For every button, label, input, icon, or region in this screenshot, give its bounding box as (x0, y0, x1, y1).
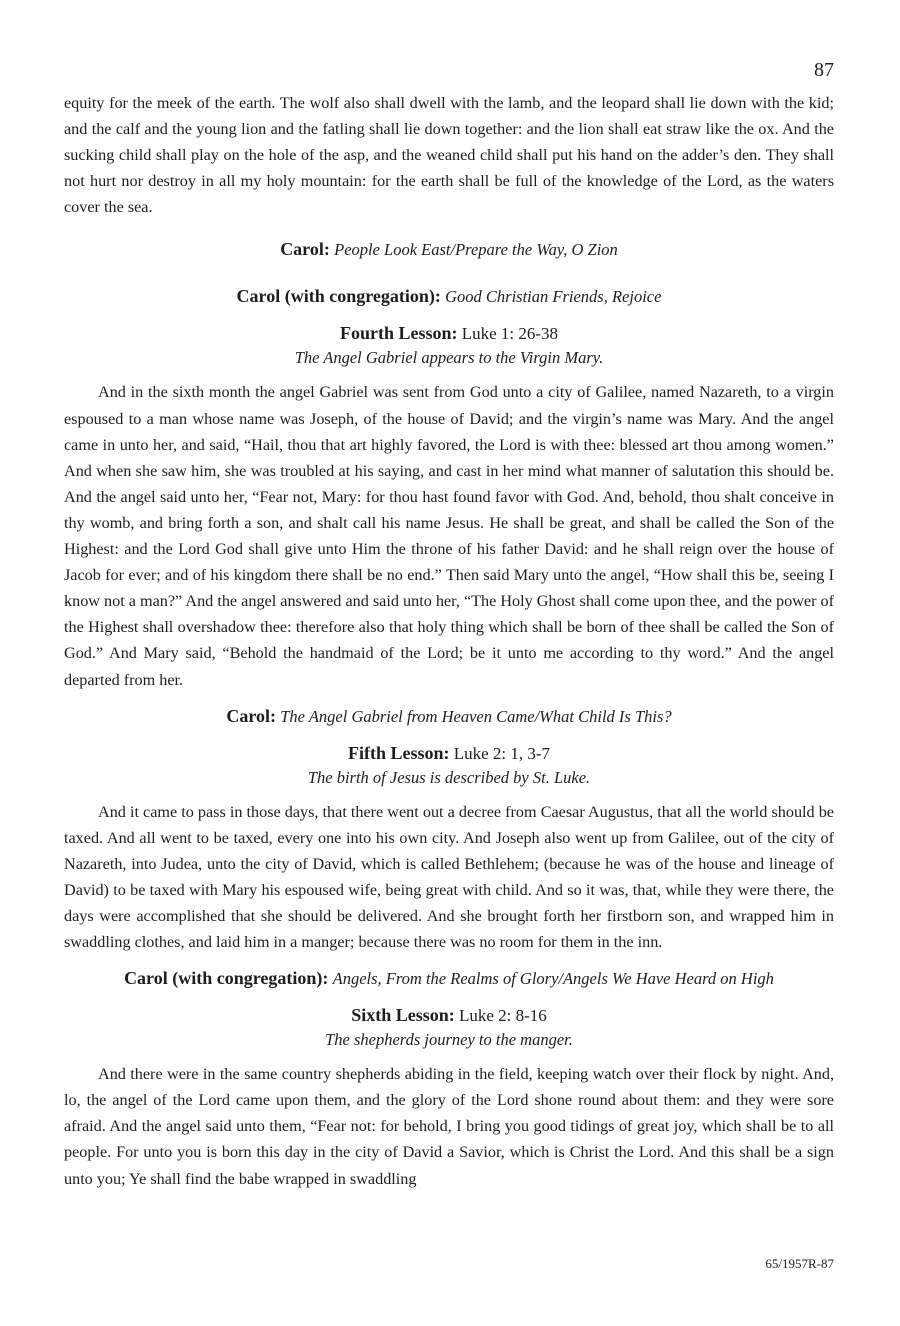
page-number: 87 (814, 59, 834, 81)
lesson-label: Sixth Lesson: (351, 1005, 455, 1026)
lesson-reference: Luke 1: 26-38 (461, 324, 559, 344)
carol-label: Carol: (280, 239, 330, 260)
carol-title: Good Christian Friends, Rejoice (445, 287, 662, 307)
carol-title: Angels, From the Realms of Glory/Angels We Have Heard on High (332, 969, 774, 989)
lesson-4-heading (64, 322, 834, 345)
lesson-4-text: And in the sixth month the angel Gabriel was sent from God unto a city of Galilee, named Nazareth, to a virgin espoused to a man whose name was Joseph, of the house of David; and the virgin’s name was Mary. And the angel came in unto her, and said, “Hail, thou that art highly favored, the Lord is with thee: blessed art thou among women.” And when she saw him, she was troubled at his saying, and cast in her mind what manner of salutation this should be. And the angel said unto her, “Fear not, Mary: for thou hast found favor with God. And, behold, thou shalt conceive in thy womb, and bring forth a son, and shalt call his name Jesus. He shall be great, and shall be called the Son of the Highest: and the Lord God shall give unto Him the throne of his father David: and he shall reign over the house of Jacob for ever; and of his kingdom there shall be no end.” Then said Mary unto the angel, “How shall this be, seeing I know not a man?” And the angel answered and said unto her, “The Holy Ghost shall come upon thee, and the power of the Highest shall overshadow thee: therefore also that holy thing which shall be born of thee shall be called the Son of God.” And Mary said, “Behold the handmaid of the Lord; be it unto me according to thy word.” And the angel departed from her. (64, 383, 834, 689)
lesson-5-text: And it came to pass in those days, that there went out a decree from Caesar Augustus, that all the world should be taxed. And all went to be taxed, every one into his own city. And Joseph also went up from Galilee, out of the city of Nazareth, into Judea, unto the city of David, which is called Bethlehem; (because he was of the house and lineage of David) to be taxed with Mary his espoused wife, being great with child. And so it was, that, while they were there, the days were accomplished that she should be delivered. And she brought forth her firstborn son, and wrapped him in swaddling clothes, and laid him in a manger; because there was no room for them in the inn. (64, 802, 834, 952)
lesson-6-heading (64, 1004, 834, 1027)
carol-3 (64, 705, 834, 728)
lesson-label: Fourth Lesson: (339, 323, 458, 344)
page-content (64, 90, 834, 1192)
carol-label: Carol (with congregation): (236, 286, 441, 307)
opening-passage: equity for the meek of the earth. The wolf also shall dwell with the lamb, and the leopard shall lie down with the kid; and the calf and the young lion and the fatling shall lie down together: and the lion shall eat straw like the ox. And the sucking child shall play on the hole of the asp, and the weaned child shall put his hand on the adder’s den. They shall not hurt nor destroy in all my holy mountain: for the earth shall be full of the knowledge of the Lord, as the waters cover the sea. (64, 94, 834, 217)
carol-4 (64, 967, 834, 990)
lesson-4-subtitle: The Angel Gabriel appears to the Virgin Mary. (294, 348, 604, 368)
lesson-6-text: And there were in the same country shepherds abiding in the field, keeping watch over their flock by night. And, lo, the angel of the Lord came upon them, and the glory of the Lord shone round about them: and they were sore afraid. And the angel said unto them, “Fear not: for behold, I bring you good tidings of great joy, which shall be to all people. For unto you is born this day in the city of David a Savior, which is Christ the Lord. And this shall be a sign unto you; Ye shall find the babe wrapped in swaddling (64, 1065, 834, 1188)
carol-label: Carol (with congregation): (124, 968, 329, 989)
lesson-6-subtitle: The shepherds journey to the manger. (325, 1030, 573, 1050)
footer-code: 65/1957R-87 (765, 1256, 834, 1271)
carol-2 (64, 285, 834, 308)
carol-title: The Angel Gabriel from Heaven Came/What Child Is This? (280, 706, 672, 726)
lesson-reference: Luke 2: 1, 3-7 (453, 743, 551, 763)
lesson-5-subtitle: The birth of Jesus is described by St. Luke. (307, 767, 591, 787)
carol-label: Carol: (226, 705, 276, 726)
carol-1 (64, 238, 834, 261)
lesson-5-heading (64, 742, 834, 765)
lesson-reference: Luke 2: 8-16 (458, 1006, 547, 1026)
carol-title: People Look East/Prepare the Way, O Zion (334, 240, 618, 260)
lesson-label: Fifth Lesson: (347, 742, 450, 763)
